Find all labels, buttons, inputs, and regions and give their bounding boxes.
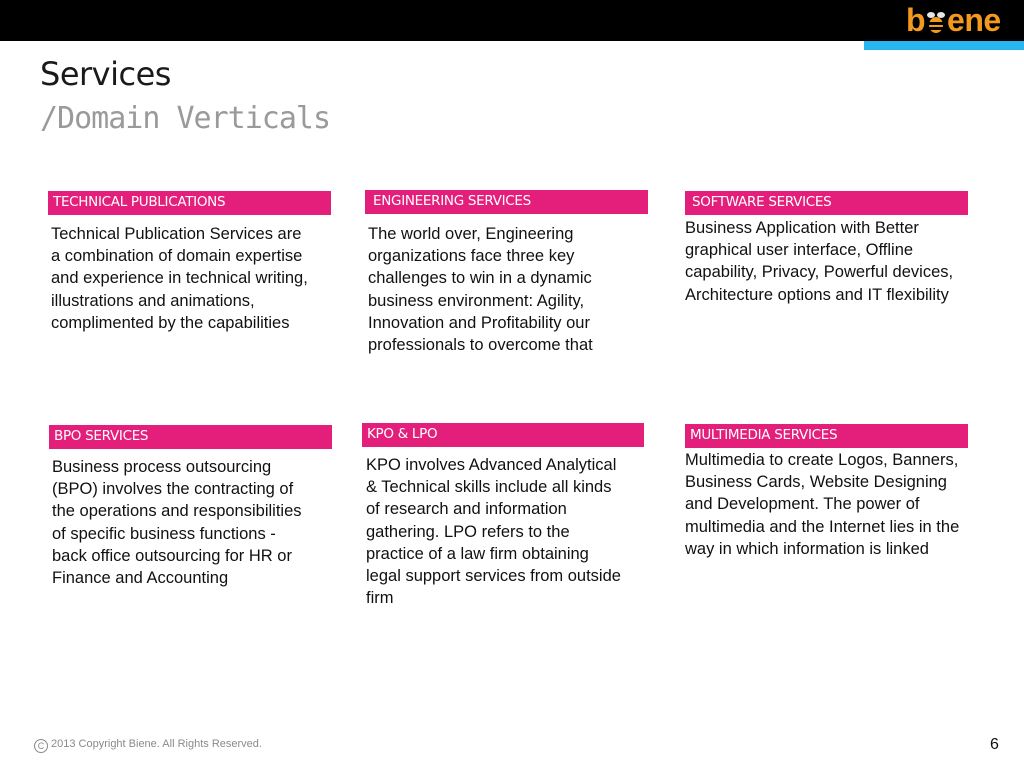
- page-number: 6: [990, 736, 999, 753]
- copyright-text: 2013 Copyright Biene. All Rights Reserved.: [51, 738, 262, 750]
- card-heading: BPO SERVICES: [49, 425, 332, 449]
- copyright-icon: C: [34, 739, 48, 753]
- page-title: Services: [40, 55, 171, 93]
- card-body: Business Application with Better graphical user interface, Offline capability, Privacy, Powerful devices, Architecture options and IT flexibility: [685, 219, 954, 304]
- top-bar: [0, 0, 1024, 41]
- card-body: Multimedia to create Logos, Banners, Business Cards, Website Designing and Development. The power of multimedia and the Internet lies in the way in which information is linked: [685, 451, 960, 558]
- card-heading: ENGINEERING SERVICES: [365, 190, 648, 214]
- page-subtitle: /Domain Verticals: [40, 101, 331, 136]
- card-body: The world over, Engineering organizations face three key challenges to win in a dynamic business environment: Agility, Innovation and Profitability our professionals to overcome that: [368, 225, 593, 355]
- card-body: Technical Publication Services are a combination of domain expertise and experience in technical writing, illustrations and animations, complimented by the capabilities: [51, 225, 308, 332]
- card-heading: TECHNICAL PUBLICATIONS: [48, 191, 331, 215]
- biene-logo: [906, 2, 1001, 38]
- logo-text-post: ene: [947, 2, 1001, 38]
- card-heading: KPO & LPO: [362, 423, 644, 447]
- accent-bar: [864, 41, 1024, 50]
- card-heading: SOFTWARE SERVICES: [685, 191, 968, 215]
- card-body: KPO involves Advanced Analytical & Technical skills include all kinds of research and information gathering. LPO refers to the practice of a law firm obtaining legal support services from outside firm: [366, 456, 621, 608]
- card-heading: MULTIMEDIA SERVICES: [685, 424, 968, 448]
- copyright-notice: [34, 738, 262, 753]
- bee-icon: [925, 10, 947, 34]
- card-body: Business process outsourcing (BPO) involves the contracting of the operations and responsibilities of specific business functions - back office outsourcing for HR or Finance and Accounting: [52, 458, 302, 588]
- logo-text-pre: b: [906, 2, 926, 38]
